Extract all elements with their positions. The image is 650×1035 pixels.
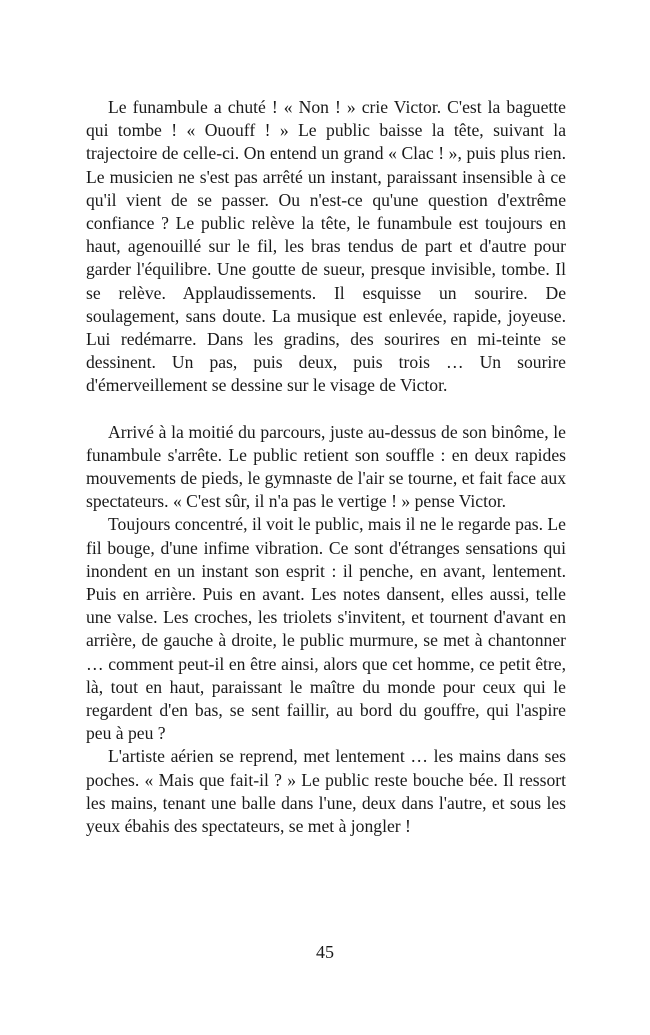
paragraph-4: L'artiste aérien se reprend, met lentement … les mains dans ses poches. « Mais que fait-il ? » Le public reste bouche bée. Il ressort les mains, tenant une balle dans l'une, deux dans l'autre, et sous les yeux ébahis des spectateurs, se met à jongler ! (86, 746, 566, 837)
paragraph-2: Arrivé à la moitié du parcours, juste au-dessus de son binôme, le funambule s'arrête. Le public retient son souffle : en deux rapides mouvements de pieds, le gymnaste de l'air se tourne, et fait face aux spectateurs. « C'est sûr, il n'a pas le vertige ! » pense Victor. (86, 421, 566, 512)
paragraph-3: Toujours concentré, il voit le public, mais il ne le regarde pas. Le fil bouge, d'une infime vibration. Ce sont d'étranges sensations qui inondent en un instant son esprit : il penche, en avant, lentement. Puis en arrière. Puis en avant. Les notes dansent, elles aussi, telle une valse. Les croches, les triolets s'invitent, et tournent d'avant en arrière, de gauche à droite, le public murmure, se met à chantonner … comment peut-il en être ainsi, alors que cet homme, ce petit être, là, tout en haut, paraissant le maître du monde pour ceux qui le regardent d'en bas, se sent faillir, au bord du gouffre, qui l'aspire peu à peu ? (86, 514, 566, 744)
page-number: 45 (316, 942, 334, 962)
paragraph-gap (86, 398, 566, 421)
paragraph-1: Le funambule a chuté ! « Non ! » crie Victor. C'est la baguette qui tombe ! « Ououff ! » Le public baisse la tête, suivant la trajectoire de celle-ci. On entend un grand « Clac ! », puis plus rien. Le musicien ne s'est pas arrêté un instant, paraissant insensible à ce qu'il vient de se passer. Ou n'est-ce qu'une question d'extrême confiance ? Le public relève la tête, le funambule est toujours en haut, agenouillé sur le fil, les bras tendus de part et d'autre pour garder l'équilibre. Une goutte de sueur, presque invisible, tombe. Il se relève. Applaudissements. Il esquisse un sourire. De soulagement, sans doute. La musique est enlevée, rapide, joyeuse. Lui redémarre. Dans les gradins, des sourires en mi-teinte se dessinent. Un pas, puis deux, puis trois … Un sourire d'émerveillement se dessine sur le visage de Victor. (86, 97, 566, 396)
page-body (86, 96, 566, 838)
